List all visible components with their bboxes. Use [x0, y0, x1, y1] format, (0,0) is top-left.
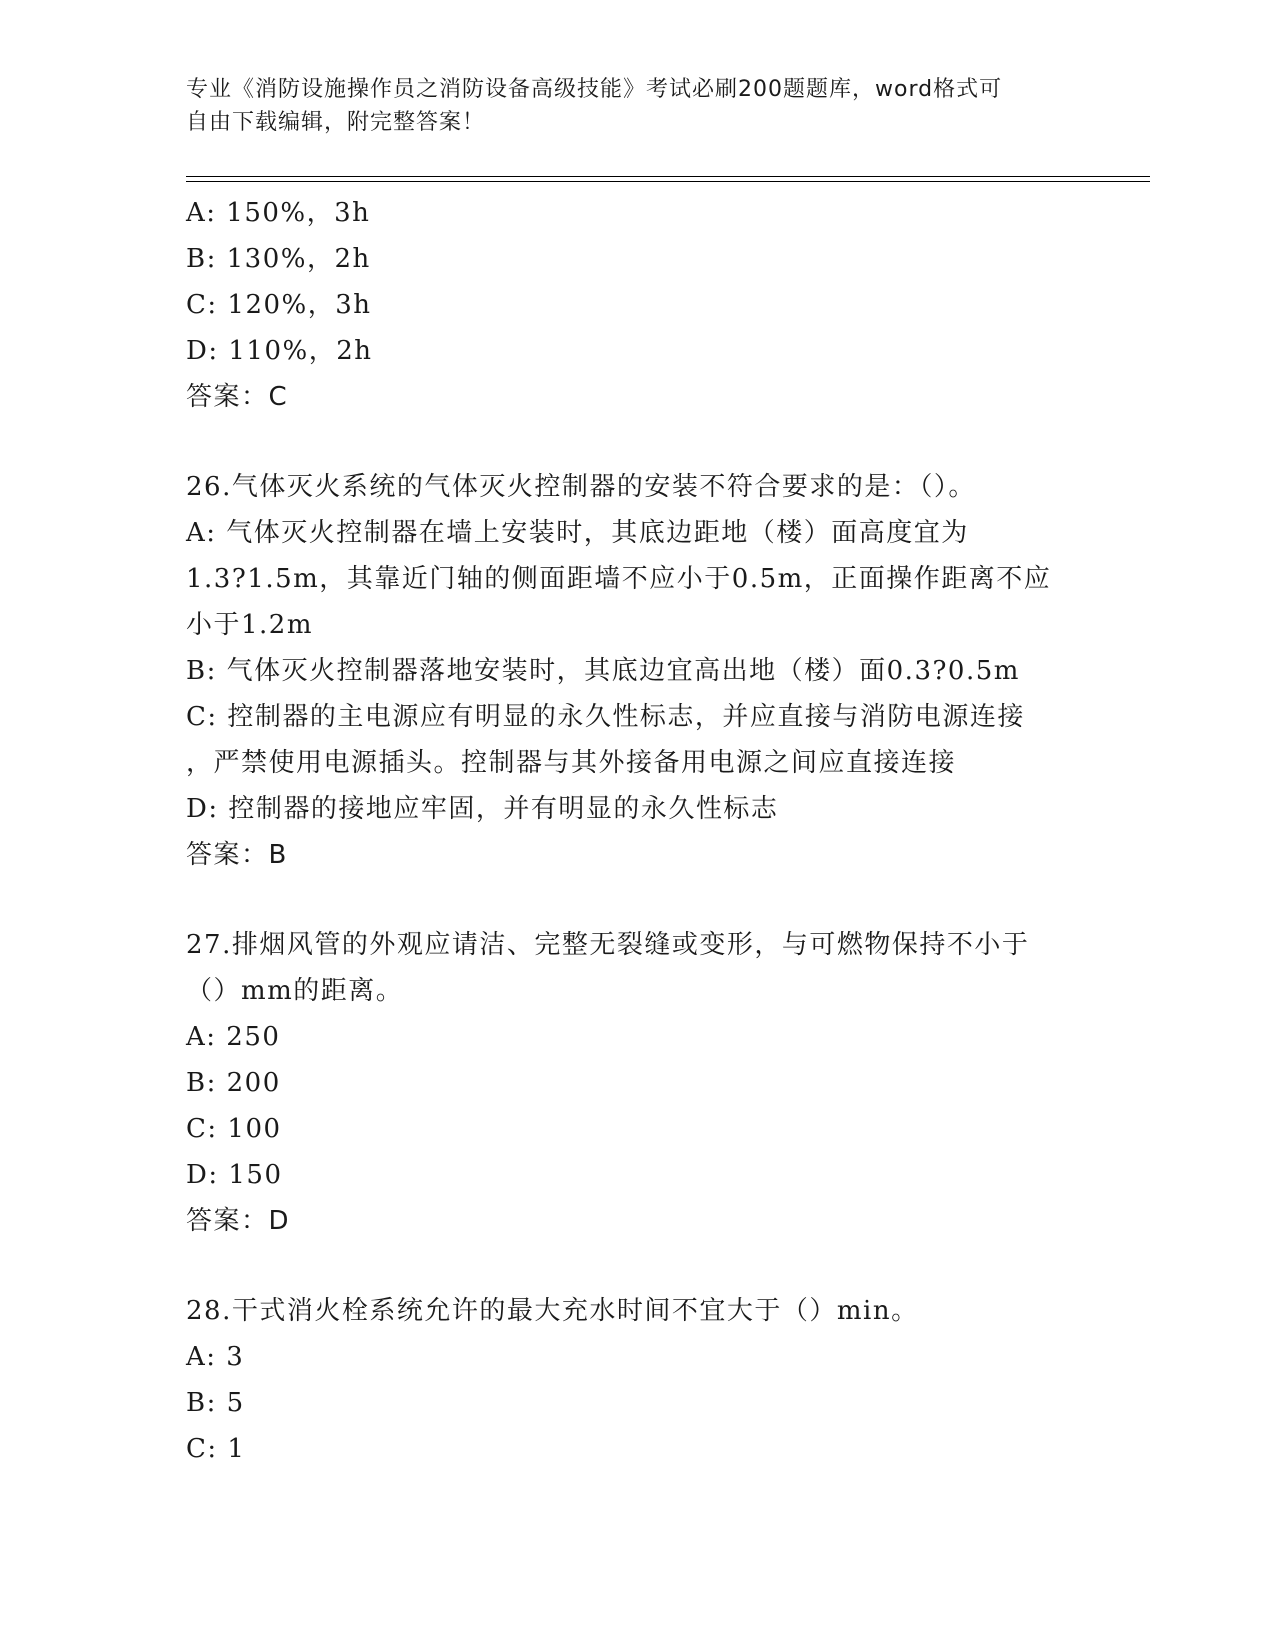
- question-28: [186, 1288, 1086, 1472]
- option-d: D: 110%，2h: [186, 336, 373, 366]
- header-divider-bottom: [186, 181, 1150, 182]
- document-header: [186, 73, 1066, 139]
- option-b: B: 5: [186, 1388, 245, 1418]
- option-a: A: 250: [186, 1022, 281, 1052]
- option-c: C: 1: [186, 1434, 246, 1464]
- option-b: B: 130%，2h: [186, 244, 371, 274]
- option-d: D: 150: [186, 1160, 283, 1190]
- option-a-line-2: 1.3?1.5m，其靠近门轴的侧面距墙不应小于0.5m，正面操作距离不应: [186, 564, 1052, 594]
- header-divider-top: [186, 176, 1150, 177]
- option-a: A: 150%，3h: [186, 198, 371, 228]
- question-text-line-1: 27.排烟风管的外观应请洁、完整无裂缝或变形，与可燃物保持不小于: [186, 930, 1030, 960]
- question-25: [186, 190, 1086, 420]
- question-text: 28.干式消火栓系统允许的最大充水时间不宜大于（）min。: [186, 1296, 919, 1326]
- spacer: [186, 1244, 1086, 1288]
- option-a-line-3: 小于1.2m: [186, 610, 314, 640]
- option-c-line-1: C: 控制器的主电源应有明显的永久性标志，并应直接与消防电源连接: [186, 702, 1025, 732]
- question-list: [186, 190, 1086, 1472]
- option-c-line-2: ，严禁使用电源插头。控制器与其外接备用电源之间应直接连接: [186, 748, 957, 778]
- question-text-line-2: （）mm的距离。: [186, 976, 404, 1006]
- option-a-line-1: A: 气体灭火控制器在墙上安装时，其底边距地（楼）面高度宜为: [186, 518, 969, 548]
- answer: 答案：B: [186, 840, 288, 870]
- question-27: [186, 922, 1086, 1244]
- option-c: C: 120%，3h: [186, 290, 372, 320]
- header-line-1: 专业《消防设施操作员之消防设备高级技能》考试必刷200题题库，word格式可: [186, 77, 1003, 102]
- header-line-2: 自由下载编辑，附完整答案！: [186, 110, 486, 135]
- spacer: [186, 420, 1086, 464]
- answer: 答案：D: [186, 1206, 291, 1236]
- option-c: C: 100: [186, 1114, 282, 1144]
- spacer: [186, 878, 1086, 922]
- question-26: [186, 464, 1086, 878]
- option-a: A: 3: [186, 1342, 245, 1372]
- answer: 答案：C: [186, 382, 289, 412]
- option-b: B: 气体灭火控制器落地安装时，其底边宜高出地（楼）面0.3?0.5m: [186, 656, 1020, 686]
- question-text: 26.气体灭火系统的气体灭火控制器的安装不符合要求的是：（）。: [186, 472, 976, 502]
- option-d: D: 控制器的接地应牢固，并有明显的永久性标志: [186, 794, 779, 824]
- option-b: B: 200: [186, 1068, 281, 1098]
